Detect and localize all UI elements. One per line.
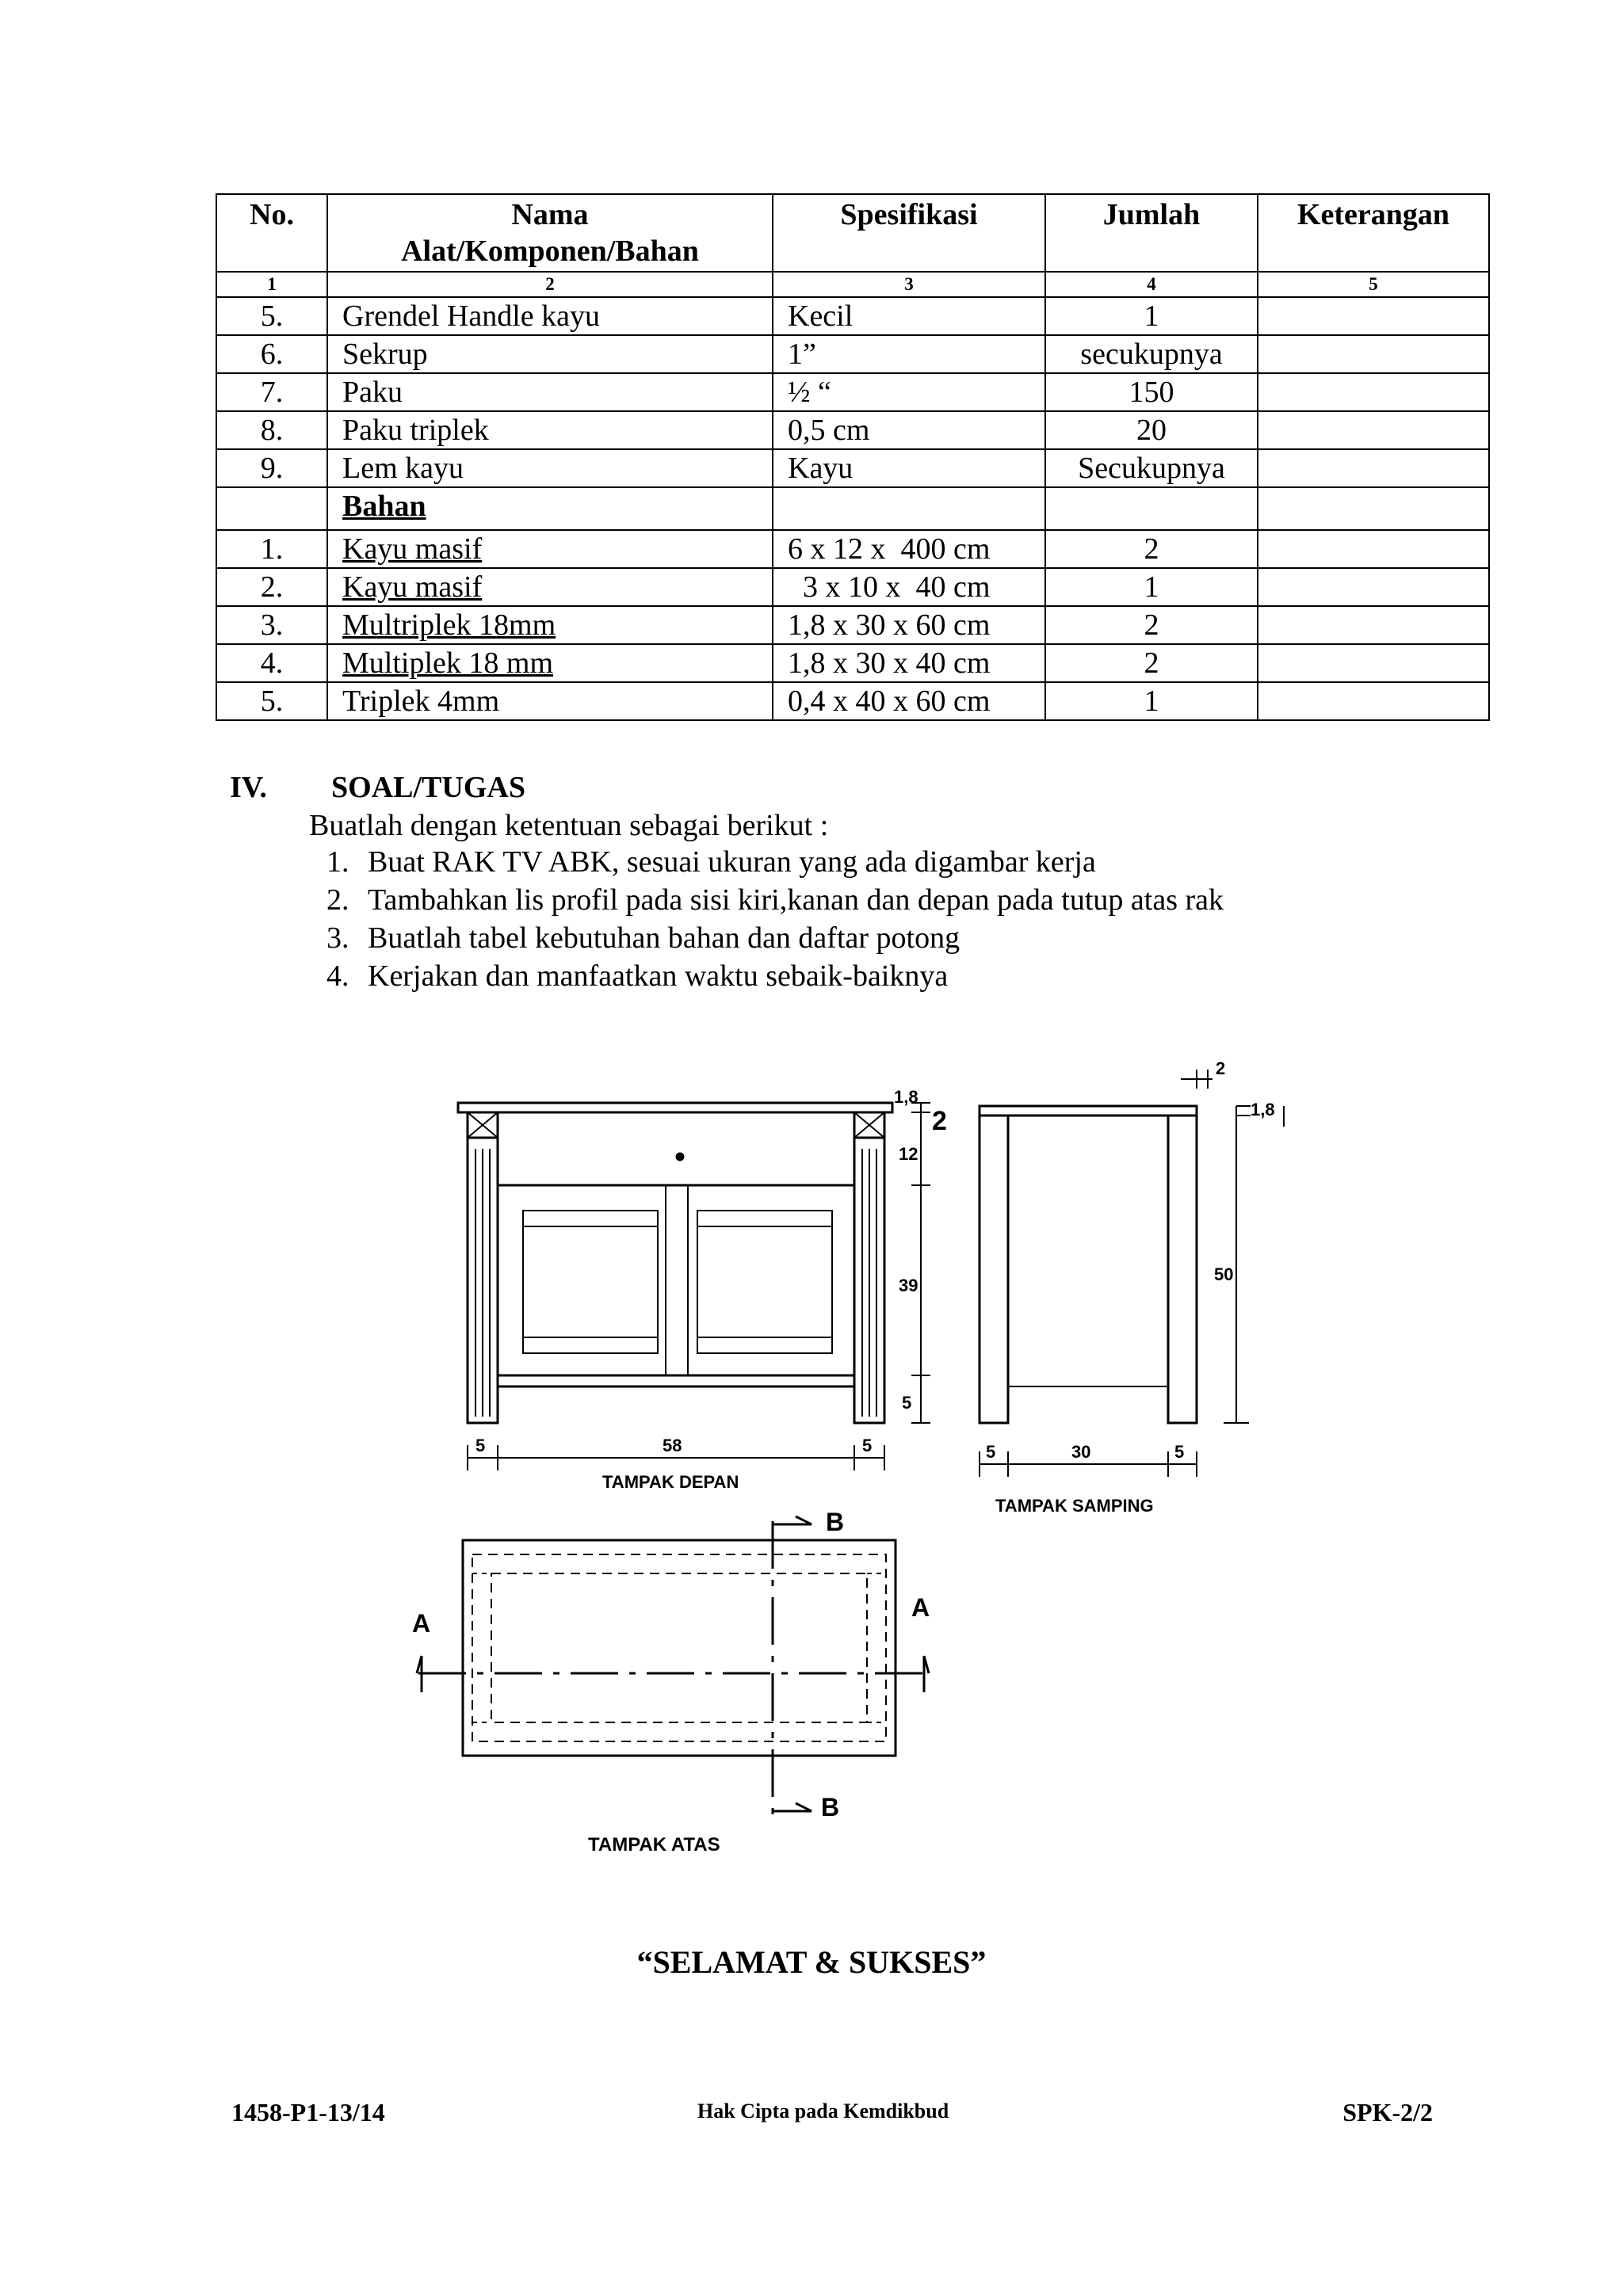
cell-jumlah: 2 xyxy=(1045,644,1258,682)
right-door-panel xyxy=(697,1211,832,1353)
task-text: Buatlah tabel kebutuhan bahan dan daftar potong xyxy=(368,921,960,955)
task-text: Buat RAK TV ABK, sesuai ukuran yang ada digambar kerja xyxy=(368,845,1096,879)
cell-nama: Triplek 4mm xyxy=(327,682,773,720)
cell-spesifikasi xyxy=(773,487,1045,530)
cell-no: 8. xyxy=(216,411,327,449)
task-number: 2. xyxy=(327,883,349,917)
dim-side-right: 5 xyxy=(1174,1442,1185,1462)
left-door-panel xyxy=(523,1211,658,1353)
cell-keterangan xyxy=(1258,644,1489,682)
bottom-rail xyxy=(498,1375,854,1386)
table-row xyxy=(216,530,1489,568)
header-nama-line2: Alat/Komponen/Bahan xyxy=(401,235,699,268)
task-text: Tambahkan lis profil pada sisi kiri,kanan dan depan pada tutup atas rak xyxy=(368,883,1224,917)
cell-spesifikasi: 6 x 12 x 400 cm xyxy=(773,530,1045,568)
side-view xyxy=(980,1070,1284,1477)
column-number: 2 xyxy=(327,272,773,297)
cell-nama xyxy=(327,644,773,682)
task-list xyxy=(327,843,1224,995)
task-number: 1. xyxy=(327,845,349,879)
column-number: 3 xyxy=(773,272,1045,297)
table-row xyxy=(216,297,1489,335)
cell-keterangan xyxy=(1258,487,1489,530)
footer-copyright: Hak Cipta pada Kemdikbud xyxy=(697,2100,949,2122)
cell-spesifikasi: 1,8 x 30 x 60 cm xyxy=(773,606,1045,644)
dim-side-overhang: 2 xyxy=(1216,1058,1226,1078)
cell-nama-text: Multriplek 18mm xyxy=(342,608,556,642)
dim-left: 5 xyxy=(475,1436,486,1455)
cell-spesifikasi: ½ “ xyxy=(773,373,1045,411)
top-dashed-outer xyxy=(472,1554,886,1741)
section-number: IV. xyxy=(230,771,267,804)
column-number: 1 xyxy=(216,272,327,297)
table-body xyxy=(216,272,1489,720)
cell-spesifikasi: 1,8 x 30 x 40 cm xyxy=(773,644,1045,682)
dim-right: 5 xyxy=(862,1436,873,1455)
cell-keterangan xyxy=(1258,335,1489,373)
task-text: Kerjakan dan manfaatkan waktu sebaik-baiknya xyxy=(368,959,949,993)
list-item xyxy=(327,843,1224,881)
cell-no xyxy=(216,487,327,530)
cell-no: 5. xyxy=(216,682,327,720)
cell-no: 1. xyxy=(216,530,327,568)
cell-nama xyxy=(327,606,773,644)
section-b-bottom-label: B xyxy=(821,1793,840,1821)
closing-message: “SELAMAT & SUKSES” xyxy=(636,1944,987,1980)
cell-keterangan xyxy=(1258,411,1489,449)
section-intro: Buatlah dengan ketentuan sebagai berikut : xyxy=(309,809,829,842)
cell-no: 3. xyxy=(216,606,327,644)
dim-side-top: 1,8 xyxy=(1251,1100,1275,1119)
table-row xyxy=(216,373,1489,411)
task-number: 4. xyxy=(327,959,349,993)
section-title: SOAL/TUGAS xyxy=(331,771,525,804)
dim-width: 58 xyxy=(663,1436,682,1455)
cell-keterangan xyxy=(1258,682,1489,720)
list-item xyxy=(327,957,1224,995)
column-number: 5 xyxy=(1258,272,1489,297)
cell-spesifikasi: Kayu xyxy=(773,449,1045,487)
cell-spesifikasi: 0,5 cm xyxy=(773,411,1045,449)
top-dashed-inner xyxy=(491,1573,867,1722)
cell-keterangan xyxy=(1258,449,1489,487)
cell-no: 6. xyxy=(216,335,327,373)
dim-top-thickness: 1,8 xyxy=(894,1087,918,1107)
side-view-caption: TAMPAK SAMPING xyxy=(995,1496,1154,1516)
dim-side-depth: 30 xyxy=(1071,1442,1091,1462)
list-item xyxy=(327,881,1224,919)
cell-no: 5. xyxy=(216,297,327,335)
cell-spesifikasi: 3 x 10 x 40 cm xyxy=(773,568,1045,606)
top-view-caption: TAMPAK ATAS xyxy=(588,1834,720,1855)
cell-jumlah: secukupnya xyxy=(1045,335,1258,373)
top-outline xyxy=(463,1540,896,1756)
front-view xyxy=(458,1103,930,1470)
table-row xyxy=(216,644,1489,682)
cell-jumlah: 1 xyxy=(1045,682,1258,720)
cell-jumlah: 20 xyxy=(1045,411,1258,449)
list-item xyxy=(327,919,1224,957)
header-nama-line1: Nama xyxy=(511,198,589,231)
table-row xyxy=(216,449,1489,487)
cell-jumlah: 150 xyxy=(1045,373,1258,411)
header-keterangan: Keterangan xyxy=(1258,194,1489,272)
table-row xyxy=(216,682,1489,720)
side-back-post xyxy=(1168,1116,1197,1423)
table-row xyxy=(216,568,1489,606)
cell-nama: Paku triplek xyxy=(327,411,773,449)
cell-nama-text: Kayu masif xyxy=(342,532,483,566)
knob xyxy=(677,1154,683,1160)
cell-spesifikasi: Kecil xyxy=(773,297,1045,335)
table-row xyxy=(216,411,1489,449)
cell-nama xyxy=(327,530,773,568)
tools-materials-table xyxy=(216,193,1490,721)
cell-nama-text: Multiplek 18 mm xyxy=(342,646,553,680)
task-number: 3. xyxy=(327,921,349,955)
side-front-post xyxy=(980,1116,1008,1423)
side-top-board xyxy=(980,1106,1197,1116)
cell-nama: Sekrup xyxy=(327,335,773,373)
cell-nama-text: Kayu masif xyxy=(342,570,483,604)
cell-no: 4. xyxy=(216,644,327,682)
cell-jumlah: Secukupnya xyxy=(1045,449,1258,487)
footer-page: SPK-2/2 xyxy=(1342,2098,1433,2126)
column-number: 4 xyxy=(1045,272,1258,297)
top-view xyxy=(417,1516,929,1814)
side-view-labels xyxy=(986,1058,1275,1516)
working-drawing xyxy=(0,1030,1623,1855)
cell-keterangan xyxy=(1258,606,1489,644)
front-view-caption: TAMPAK DEPAN xyxy=(602,1472,739,1492)
cell-no: 7. xyxy=(216,373,327,411)
cell-keterangan xyxy=(1258,297,1489,335)
column-number-row xyxy=(216,272,1489,297)
cell-jumlah: 2 xyxy=(1045,530,1258,568)
cell-keterangan xyxy=(1258,530,1489,568)
cell-jumlah: 2 xyxy=(1045,606,1258,644)
header-no: No. xyxy=(216,194,327,272)
cell-nama: Grendel Handle kayu xyxy=(327,297,773,335)
dim-top-overhang: 2 xyxy=(932,1106,947,1136)
cell-nama: Lem kayu xyxy=(327,449,773,487)
door-frame xyxy=(498,1185,854,1375)
header-jumlah: Jumlah xyxy=(1045,194,1258,272)
dim-door: 39 xyxy=(899,1276,918,1295)
cell-jumlah: 1 xyxy=(1045,297,1258,335)
footer-code: 1458-P1-13/14 xyxy=(231,2098,385,2126)
cell-keterangan xyxy=(1258,568,1489,606)
bahan-heading-row xyxy=(216,487,1489,530)
top-view-labels xyxy=(412,1508,930,1855)
section-a-right-label: A xyxy=(911,1593,930,1622)
top-board xyxy=(458,1103,892,1112)
section-a-left-label: A xyxy=(412,1609,431,1638)
cell-nama xyxy=(327,568,773,606)
header-nama xyxy=(327,194,773,272)
cell-jumlah xyxy=(1045,487,1258,530)
cell-no: 9. xyxy=(216,449,327,487)
cell-keterangan xyxy=(1258,373,1489,411)
table-header-row xyxy=(216,194,1489,272)
drawer-panel xyxy=(498,1112,854,1185)
cell-nama: Paku xyxy=(327,373,773,411)
bahan-heading: Bahan xyxy=(327,487,773,530)
cell-no: 2. xyxy=(216,568,327,606)
table-row xyxy=(216,606,1489,644)
dim-rail: 12 xyxy=(899,1144,918,1164)
dim-bottom: 5 xyxy=(902,1393,912,1413)
cell-spesifikasi: 0,4 x 40 x 60 cm xyxy=(773,682,1045,720)
dim-side-height: 50 xyxy=(1214,1264,1234,1284)
header-spesifikasi: Spesifikasi xyxy=(773,194,1045,272)
cell-jumlah: 1 xyxy=(1045,568,1258,606)
dim-side-left: 5 xyxy=(986,1442,996,1462)
cell-spesifikasi: 1” xyxy=(773,335,1045,373)
section-b-top-label: B xyxy=(826,1508,845,1536)
table-row xyxy=(216,335,1489,373)
